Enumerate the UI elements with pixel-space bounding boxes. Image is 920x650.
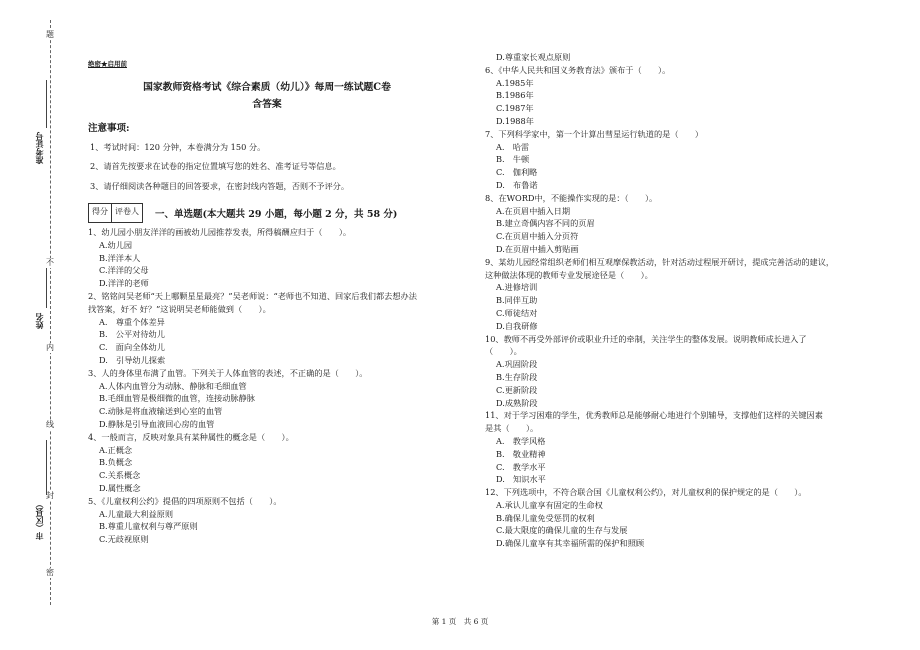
answer-option: D.在页眉中插入剪贴画 [496,243,579,254]
question-list [88,226,446,546]
answer-option: A.在页眉中插入日期 [496,205,571,216]
exam-title: 国家教师资格考试《综合素质（幼儿）》每周一练试题C卷 [143,81,391,93]
answer-option: B.负概念 [99,457,133,468]
seal-char-top: 题 [46,30,54,39]
question-block [485,256,857,333]
question-text: 5、《儿童权利公约》提倡的四项原则不包括（ ）。 [88,495,282,506]
answer-option: C.师徒结对 [496,307,538,318]
answer-option: A. 哈雷 [496,141,530,152]
question-text: 6、《中华人民共和国义务教育法》颁布于（ ）。 [485,64,671,75]
answer-option: A.幼儿园 [99,239,133,250]
notice-heading: 注意事项: [88,122,130,134]
question-text: 12、下列选项中，不符合联合国《儿童权利公约》，对儿童权利的保护规定的是（ ）。 [485,487,807,498]
question-block [485,64,857,128]
section-header [88,203,446,223]
city-label: 市（区县） [34,500,44,540]
city-line[interactable] [46,440,47,495]
question-block [485,409,857,486]
notice-item: 3、请仔细阅读各种题目的回答要求，在密封线内答题，否则不予评分。 [90,181,350,192]
question-text: 3、人的身体里布满了血管。下列关于人体血管的表述，不正确的是（ ）。 [88,367,368,378]
answer-option: B.生存阶段 [496,371,538,382]
answer-option: A.人体内血管分为动脉、静脉和毛细血管 [99,380,247,391]
exam-number-line[interactable] [46,80,47,128]
question-block [88,290,446,367]
answer-option: D. 布鲁诺 [496,179,538,190]
notice-item: 1、考试时间：120 分钟，本卷满分为 150 分。 [90,141,266,152]
question-block [88,431,446,495]
grader-label: 评卷人 [115,206,139,216]
question-text: 找答案，好不 好？”这说明吴老师能做到（ ）。 [88,303,271,314]
answer-option: D. 知识水平 [496,474,546,485]
question-text: 这种做法体现的教师专业发展途径是（ ）。 [485,269,653,280]
answer-option: C.动脉是将血液输送到心室的血管 [99,406,223,417]
question-text: 7、下列科学家中，第一个计算出彗星运行轨道的是（ ） [485,128,704,139]
answer-option: D.静脉是引导血液回心房的血管 [99,418,215,429]
score-box [88,203,143,223]
answer-option: C.洋洋的父母 [99,265,149,276]
question-block [88,495,446,546]
answer-option: C.无歧视原则 [99,534,149,545]
answer-option: C.更新阶段 [496,384,538,395]
answer-option: C.1987年 [496,103,534,114]
seal-char: 线 [46,420,54,429]
question-text: 8、在WORD中，不能操作实现的是：（ ）。 [485,192,658,203]
question-text: 是其（ ）。 [485,423,539,434]
answer-option: A. 尊重个体差异 [99,316,165,327]
question-text: 2、铭铭问吴老师“天上哪颗星星最亮？”吴老师说：“老师也不知道、回家后我们都去想办法 [88,290,417,301]
answer-option: A.1985年 [496,77,534,88]
answer-option: D.1988年 [496,115,534,126]
question-text: 11、对于学习困难的学生，优秀教师总是能够耐心地进行个别辅导，支撑他们这样的关键因素 [485,410,823,421]
question-block [485,486,857,550]
question-block [485,128,857,192]
seal-char: 内 [46,343,54,352]
question-list [485,51,857,550]
answer-option: C. 教学水平 [496,461,546,472]
answer-option: B.毛细血管是极细微的血管，连接动脉静脉 [99,393,255,404]
answer-option: A. 教学风格 [496,435,546,446]
question-block [88,367,446,431]
secret-mark: 绝密★启用前 [88,60,127,68]
notice-item: 2、请首先按要求在试卷的指定位置填写您的姓名、准考证号等信息。 [90,161,341,172]
name-line[interactable] [46,268,47,308]
answer-option: D.洋洋的老师 [99,278,149,289]
question-block [485,192,857,256]
answer-option: C. 面向全体幼儿 [99,342,165,353]
question-text: 1、幼儿园小朋友洋洋的画被幼儿园推荐发表，所得稿酬应归于（ ）。 [88,226,352,237]
question-text: （ ）。 [485,346,522,357]
answer-option: B.确保儿童免受惩罚的权利 [496,512,595,523]
answer-option: B.尊重儿童权利与尊严原则 [99,521,198,532]
answer-option: C.在页眉中插入分页符 [496,231,579,242]
question-text: 4、一般而言，反映对象具有某种属性的概念是（ ）。 [88,431,294,442]
answer-option: B.洋洋本人 [99,252,141,263]
seal-char: 不 [46,258,54,267]
question-block [88,226,446,290]
answer-option: B.1986年 [496,90,534,101]
answer-option: C.关系概念 [99,470,141,481]
answer-option: D.属性概念 [99,482,141,493]
seal-line [50,20,51,605]
answer-option: A.承认儿童享有固定的生命权 [496,499,603,510]
question-block [485,51,857,64]
answer-option: D.自我研修 [496,320,538,331]
answer-option: A.儿童最大利益原则 [99,508,174,519]
answer-option: C. 伽利略 [496,167,538,178]
question-text: 10、教师不再受外部评价或职业升迁的牵制，关注学生的整体发展。说明教师成长进入了 [485,333,807,344]
score-label: 得分 [89,204,112,222]
answer-option: B.同伴互助 [496,295,538,306]
seal-char: 密 [46,568,54,577]
right-column [485,51,857,550]
answer-option: B. 牛顿 [496,154,530,165]
answer-option: B.建立奇偶内容不同的页眉 [496,218,595,229]
left-column [88,58,446,546]
question-block [485,333,857,410]
answer-option: B. 敬业精神 [496,448,546,459]
section-title: 一、单选题(本大题共 29 小题，每小题 2 分，共 58 分) [155,208,398,220]
answer-option: D.尊重家长观点原则 [496,52,571,62]
answer-option: D.确保儿童享有其幸福所需的保护和照顾 [496,538,645,549]
answer-option: D.成熟阶段 [496,397,538,408]
question-text: 9、某幼儿园经常组织老师们相互观摩保教活动，针对活动过程展开研讨，提成完善活动的建议， [485,256,835,267]
name-label: 姓名 [34,313,44,329]
binding-margin [0,0,70,650]
page-footer: 第 1 页 共 6 页 [431,617,489,626]
answer-option: D. 引导幼儿探索 [99,354,166,365]
answer-option: B. 公平对待幼儿 [99,329,165,340]
exam-number-label: 准考证号 [34,132,44,164]
answer-option: C.最大限度的确保儿童的生存与发展 [496,525,628,536]
exam-title-line2: 含答案 [252,98,282,110]
seal-char: 封 [46,491,54,500]
answer-option: A.进修培训 [496,282,538,293]
answer-option: A.巩固阶段 [496,359,538,370]
answer-option: A.正概念 [99,444,133,455]
